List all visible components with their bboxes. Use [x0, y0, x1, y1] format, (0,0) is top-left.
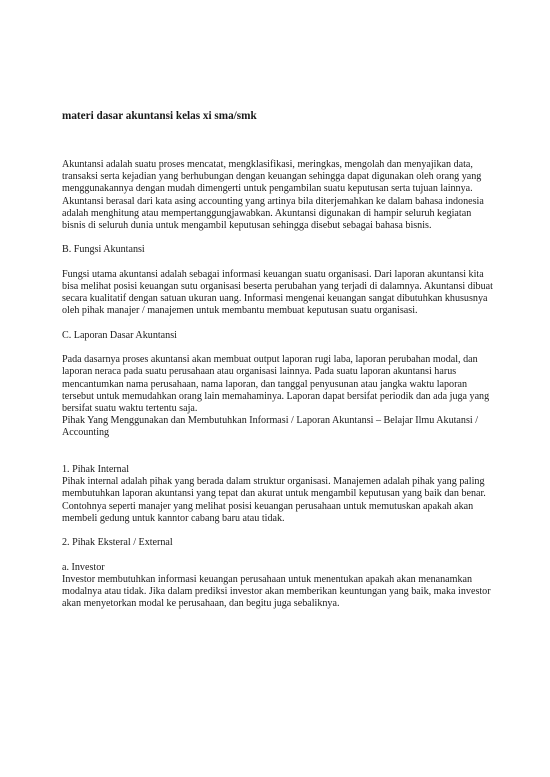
paragraph-definition: Akuntansi adalah suatu proses mencatat, mengklasifikasi, meringkas, mengolah dan menyajikan data, transaksi serta kejadian yang berhubungan dengan keuangan sehingga dapat digunakan oleh orang yang menggunakannya dengan mudah dimengerti untuk pengambilan suatu keputusan serta tujuan lainnya. — [62, 159, 482, 195]
document-body — [62, 159, 494, 610]
section-heading-internal: 1. Pihak Internal — [62, 464, 129, 475]
paragraph-fungsi: Fungsi utama akuntansi adalah sebagai informasi keuangan suatu organisasi. Dari laporan akuntansi kita bisa melihat posisi keuangan sutu organisasi beserta perubahan yang terjadi di dalamnya. Akuntansi dibuat secara kualitatif dengan satuan ukuran uang. Informasi mengenai keuangan sangat dibutuhkan khususnya oleh pihak manajer / manajemen untuk membantu membuat keputusan suatu organisasi. — [62, 268, 493, 317]
paragraph-pihak-heading: Pihak Yang Menggunakan dan Membutuhkan Informasi / Laporan Akuntansi – Belajar Ilmu Akutansi / Accounting — [62, 415, 479, 439]
document-title: materi dasar akuntansi kelas xi sma/smk — [62, 110, 257, 122]
paragraph-internal: Pihak internal adalah pihak yang berada dalam struktur organisasi. Manajemen adalah pihak yang paling membutuhkan laporan akuntansi yang tepat dan akurat untuk mengambil keputusan yang baik dan benar. Contohnya seperti manajer yang melihat posisi keuangan perusahaan untuk memutuskan apakah akan membeli gedung untuk kanntor cabang baru atau tidak. — [62, 476, 486, 524]
section-heading-laporan: C. Laporan Dasar Akuntansi — [62, 329, 177, 341]
section-heading-fungsi: B. Fungsi Akuntansi — [62, 244, 145, 256]
subsection-heading-investor: a. Investor — [62, 561, 105, 573]
section-heading-external: 2. Pihak Eksteral / External — [62, 537, 173, 549]
paragraph-etymology: Akuntansi berasal dari kata asing accounting yang artinya bila diterjemahkan ke dalam bahasa indonesia adalah menghitung atau mempertanggungjawabkan. Akuntansi digunakan di hampir seluruh kegiatan bisnis di seluruh dunia untuk mengambil keputusan sehingga disebut sebagai bahasa bisnis. — [62, 195, 484, 232]
paragraph-investor: Investor membutuhkan informasi keuangan perusahaan untuk menentukan apakah akan menanamkan modalnya atau tidak. Jika dalam prediksi investor akan memberikan keuntungan yang baik, maka investor akan menyetorkan modal ke perusahaan, dan begitu juga sebaliknya. — [62, 573, 491, 610]
paragraph-laporan: Pada dasarnya proses akuntansi akan membuat output laporan rugi laba, laporan perubahan modal, dan laporan neraca pada suatu perusahaan atau organisasi lainnya. Pada suatu laporan akuntansi harus mencantumkan nama perusahaan, nama laporan, dan tanggal penyusunan atau jangka waktu laporan tersebut untuk memudahkan orang lain memahaminya. Laporan dapat bersifat periodik dan ada juga yang bersifat suatu waktu tertentu saja. — [62, 354, 490, 414]
